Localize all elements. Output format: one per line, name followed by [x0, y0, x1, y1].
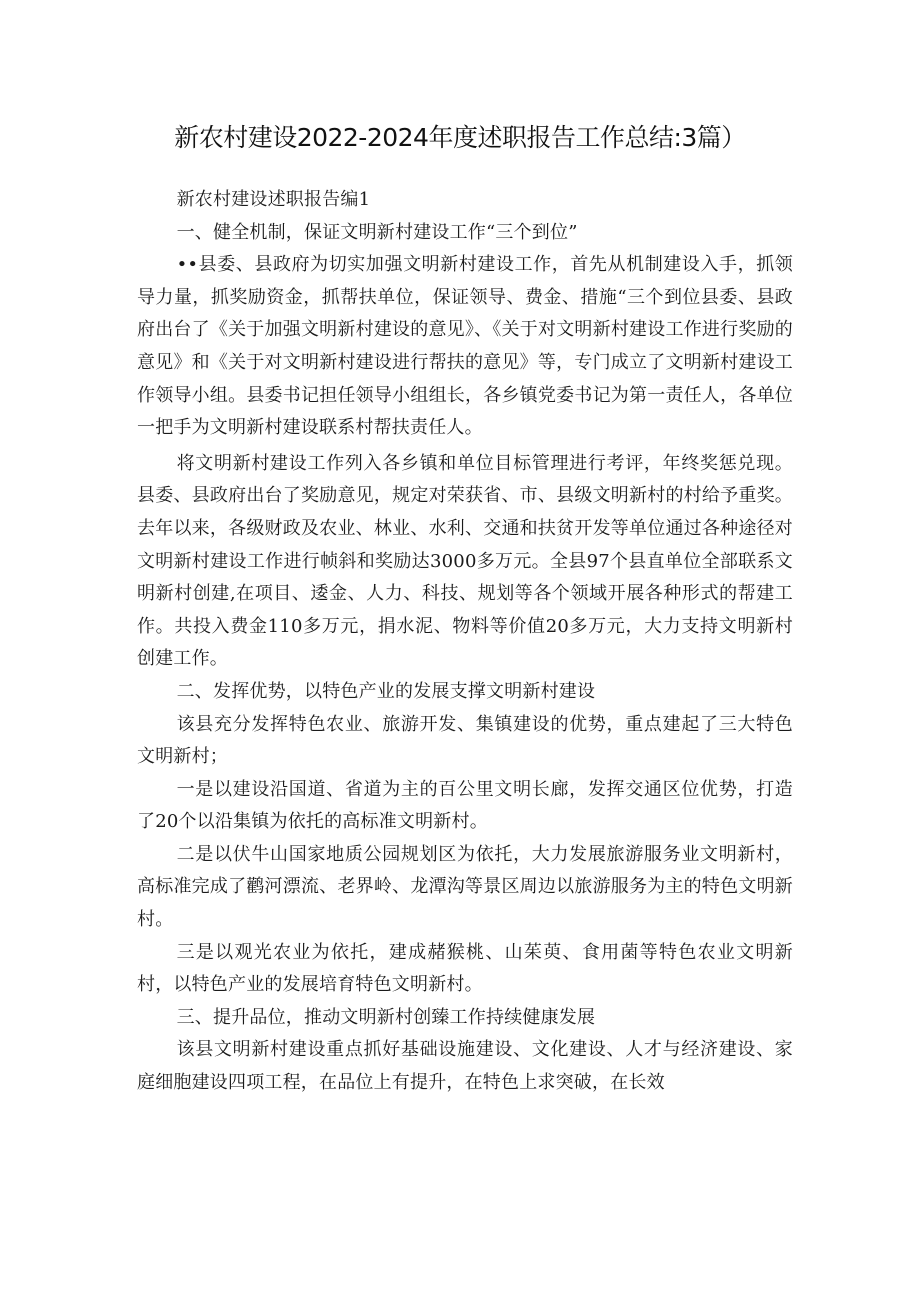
- document-body: [137, 184, 793, 1100]
- paragraph: 该县充分发挥特色农业、旅游开发、集镇建设的优势，重点建起了三大特色文明新村；: [137, 713, 793, 768]
- paragraph: 将文明新村建设工作列入各乡镇和单位目标管理进行考评，年终奖惩兑现。县委、县政府出台了奖励意见，规定对荣获省、市、县级文明新村的村给予重奖。去年以来，各级财政及农业、林业、水利、交通和扶贫开发等单位通过各种途径对文明新村建设工作进行帧斜和奖励达3000多万元。全县97个县直单位全部联系文明新村创建,在项目、逶金、人力、科技、规划等各个领域开展各种形式的帮建工作。共投入费金110多万元，捐水泥、物料等价值20多万元，大力支持文明新村创建工作。: [137, 452, 793, 670]
- paragraph: 该县文明新村建设重点抓好基础设施建设、文化建设、人才与经济建设、家庭细胞建设四项工程，在品位上有提升，在特色上求突破，在长效: [137, 1039, 793, 1094]
- subheading: 二、发挥优势，以特色产业的发展支撑文明新村建设: [176, 680, 596, 702]
- paragraph: 二是以伏牛山国家地质公园规划区为依托，大力发展旅游服务业文明新村，高标准完成了鹳河漂流、老界岭、龙潭沟等景区周边以旅游服务为主的特色文明新村。: [137, 843, 793, 931]
- subheading: 三、提升品位，推动文明新村创臻工作持续健康发展: [176, 1006, 596, 1028]
- paragraph: 一是以建设沿国道、省道为主的百公里文明长廊，发挥交通区位优势，打造了20个以沿集镇为依托的高标准文明新村。: [137, 778, 793, 833]
- section-heading: 新农村建设述职报告编1: [176, 189, 371, 210]
- document-title: 新农村建设2022-2024年度述职报告工作总结:3篇）: [174, 123, 746, 152]
- subheading: 一、健全机制，保证文明新村建设工作“三个到位”: [176, 221, 578, 243]
- paragraph: 三是以观光农业为依托，建成赭猴桃、山茱萸、食用菌等特色农业文明新村，以特色产业的发展培育特色文明新村。: [137, 941, 793, 996]
- paragraph: ••县委、县政府为切实加强文明新村建设工作，首先从机制建设入手，抓领导力量，抓奖励资金，抓帮扶单位，保证领导、费金、措施“三个到位县委、县政府出台了《关于加强文明新村建设的意见》、《关于对文明新村建设工作进行奖励的意见》和《关于对文明新村建设进行帮扶的意见》等，专门成立了文明新村建设工作领导小组。县委书记担任领导小组组长，各乡镇党委书记为第一责任人，各单位一把手为文明新村建设联系村帮扶责任人。: [137, 254, 793, 439]
